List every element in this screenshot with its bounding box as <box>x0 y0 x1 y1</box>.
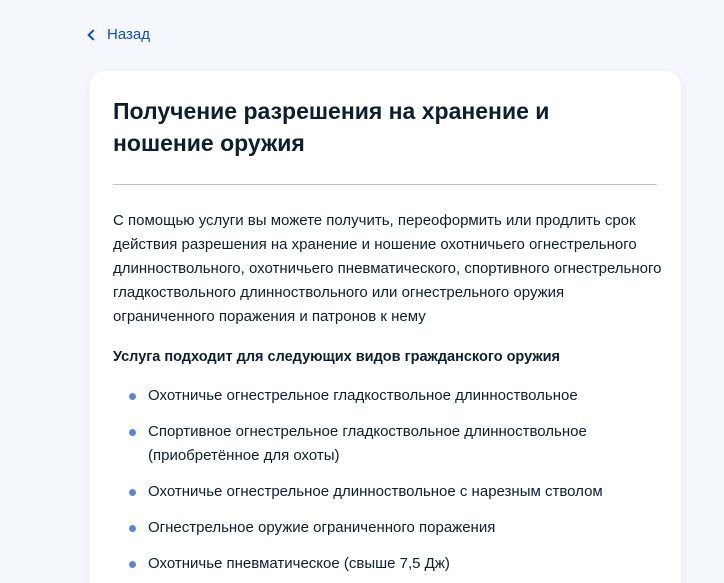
list-item <box>129 552 649 576</box>
weapon-types-heading: Услуга подходит для следующих видов гражданского оружия <box>113 349 560 365</box>
list-item <box>129 384 649 408</box>
list-item-text: Охотничье огнестрельное длинноствольное с нарезным стволом <box>148 483 603 500</box>
bullet-dot-icon <box>129 489 136 496</box>
bullet-dot-icon <box>129 429 136 436</box>
page-title: Получение разрешения на хранение и ношение оружия <box>113 98 550 156</box>
list-item <box>129 420 649 468</box>
list-item <box>129 480 649 504</box>
service-card <box>89 71 681 583</box>
list-item-text: Охотничье пневматическое (свыше 7,5 Дж) <box>148 555 450 572</box>
list-item-text: Спортивное огнестрельное гладкоствольное длинноствольное (приобретённое для охоты) <box>148 423 587 464</box>
list-item <box>129 516 649 540</box>
list-item-text: Охотничье огнестрельное гладкоствольное длинноствольное <box>148 387 578 404</box>
list-item-text: Огнестрельное оружие ограниченного поражения <box>148 519 496 536</box>
back-link-label: Назад <box>107 26 150 43</box>
bullet-dot-icon <box>129 393 136 400</box>
divider <box>113 184 657 185</box>
chevron-left-icon <box>87 29 98 40</box>
back-link[interactable] <box>89 26 150 43</box>
service-description: С помощью услуги вы можете получить, переоформить или продлить срок действия разрешения на хранение и ношение охотничьего огнестрельного длинноствольного, охотничьего пневматического, спортивного огнестрельного гладкоствольного длинноствольного или огнестрельного оружия ограниченного поражения и патронов к нему <box>113 212 662 325</box>
bullet-dot-icon <box>129 561 136 568</box>
weapon-types-list <box>129 384 649 583</box>
bullet-dot-icon <box>129 525 136 532</box>
